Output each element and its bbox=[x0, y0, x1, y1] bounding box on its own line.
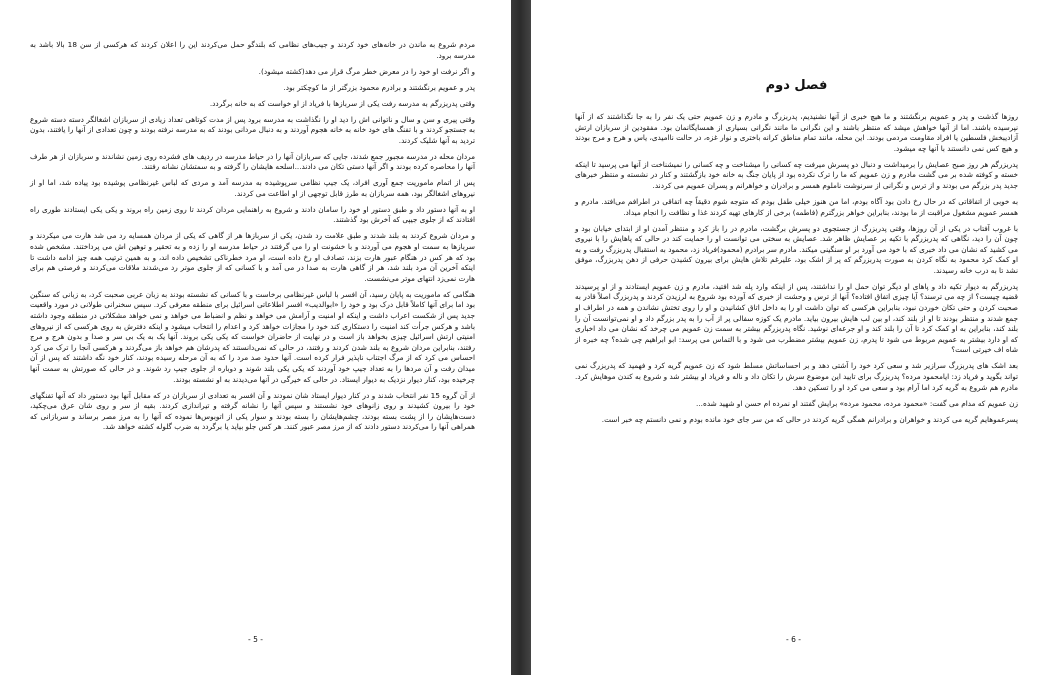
paragraph: هنگامی که ماموریت به پایان رسید، آن افسر با لباس غیرنظامی برخاست و با کسانی که نشسته بودند به زبان عربی صحبت کرد، به زبانی که سنگین بود اما برای آنها کاملاً قابل درک بود و خود را «ابوالدیب» افسر اطلاعاتی اسرائیل برای منطقه معرفی کرد. سپس سخنرانی طولانی در مورد واقعیت جدید پس از شکست اعراب داشت و اینکه او امنیت و آرامش می خواهد و نظم و انضباط می خواهد و نمی خواهد مشکلاتی در منطقه وجود داشته باشد و هرکس جرأت کند امنیت را دستکاری کند خود را مجازات خواهد کرد و اعدام را انتخاب میشود و اینکه دفترش به روی هرکسی که از نیروهای امنیتی ارتش اسرائیل چیزی بخواهد باز است و در نهایت از حاضران خواست که یکی یکی بروند. آنها یک به یک بی سر و صدا و بدون هرج و مرج رفتند، بنابراین مردان شروع به بلند شدن کردند و رفتند، در حالی که نمی‌دانستند که پدرشان هم خواهد باز می‌گردند و هرکسی آنجا را ترک می کرد احساس می کرد که از مرگ اجتناب ناپذیر فرار کرده است. آنها حدود صد مرد را که به آن مرحله رسیده بودند، کنار خود نگه داشتند که پس از آن میدان رفت و آن مردها را به تعداد جیپ خود آوردند که یکی یکی بلند شوند و دوباره از جلوی جیپ رد شوند. و در حالی که صورتش به سمت آنها چرخیده بود، کنار دیوار نزدیک به دیوار ایستاد. در حالی که خیرگی در آنها می‌دیدند به او نشسته بودند. bbox=[30, 289, 475, 384]
paragraph: روزها گذشت و پدر و عمویم برنگشتند و ما هیچ خبری از آنها نشنیدیم، پدربزرگ و مادرم و زن عمویم حتی یک نفر را به جا نگذاشتند که از آنها نپرسیده باشند. اما از آنها خواهش میشد که منتظر باشند و این نگرانی ما مانند نگرانی بسیاری از همسایگانمان بود. مفقودین از سربازان ارتش آزادیبخش فلسطین یا افراد مقاومت مردمی بودند. این محله، مانند تمام مناطق کرانه باختری و نوار غزه، در حالت ناامیدی، یاس و هرج و مرج بودند و هیچ کس نمی دانستند با آنها چه میشود. bbox=[575, 112, 1018, 153]
left-text-column bbox=[30, 40, 475, 433]
paragraph: او به آنها دستور داد و طبق دستور او خود را سامان دادند و شروع به راهنمایی مردان کردند تا روی زمین راه بروند و یکی یکی ایستادند طوری راه افتادند که از جلوی جیپی که آخرش بود گذشتند. bbox=[30, 204, 475, 225]
page-left bbox=[0, 0, 511, 675]
paragraph: زن عمویم که مدام می گفت: «محمود مرده، محمود مرده» برایش گفتند او نمرده ام حسن او شهید شده... bbox=[696, 398, 1018, 408]
chapter-title: فصل دوم bbox=[765, 78, 828, 93]
paragraph: مردان محله در مدرسه مجبور جمع شدند، جایی که سربازان آنها را در حیاط مدرسه در ردیف های فشرده روی زمین نشاندند و سربازان از هر طرف آنها را محاصره کرده بودند و اگر آنها دستی تکان می دادند...اسلحه هایشان را گرفته و به سمتشان نشانه رفتند. bbox=[30, 151, 475, 172]
paragraph: وقتی پیری و سن و سال و ناتوانی اش را دید او را نگذاشت به مدرسه برود پس از مدت کوتاهی تعداد زیادی از سربازان اشغالگر دسته دسته شروع به جستجو کردند و با تفنگ های خود خانه به خانه هجوم آوردند و به دنبال مردانی بودند که به مدرسه نرفته بودند و چون تعدادی از آنها را یافتند، بدون تردید به آنها شلیک کردند. bbox=[30, 114, 475, 145]
paragraph: و اگر نرفت او خود را در معرض خطر مرگ قرار می دهد(کشته میشود). bbox=[258, 66, 475, 76]
page-number: - 6 - bbox=[786, 635, 801, 644]
paragraph: پدر و عمویم برنگشتند و برادرم محمود بزرگتر از ما کوچکتر بود. bbox=[283, 82, 475, 92]
paragraph: پسرعموهایم گریه می کردند و خواهران و برادرانم همگی گریه کردند در حالی که من سر جای خود مانده بودم و نمی دانستم چه خبر است. bbox=[601, 414, 1018, 424]
paragraph: وقتی پدربزرگم به مدرسه رفت یکی از سربازها با فریاد از او خواست که به خانه برگردد. bbox=[209, 98, 475, 108]
paragraph: از آن گروه 15 نفر انتخاب شدند و در کنار دیوار ایستاد شان نمودند و آن افسر به تعدادی از سربازان در که مقابل آنها بود دستور داد که آنها تفنگهای خود را بیرون کشیدند و روی زانوهای خود نشستند و سپس آنها را نشانه گرفته و تیراندازی کردند. بقیه از سر و روی شان عرق می‌چکید، دست‌هایشان را از پشت بسته بودند، چشم‌هایشان را بسته بودند و سوار یکی از اتوبوس‌ها نموده که آنها را به مرز مصر برساند و سربازانی که همراهی آنها را می‌کردند دستور دادند که از مرز مصر عبور کنند. هر کس جلو بیاید یا برگردد به ضرب گلوله کشته خواهد شد. bbox=[30, 390, 475, 432]
right-text-column bbox=[575, 112, 1018, 425]
page-right bbox=[531, 0, 1056, 675]
paragraph: پس از اتمام ماموریت جمع آوری افراد، یک جیپ نظامی سرپوشیده به مدرسه آمد و مردی که لباس غیرنظامی پوشیده بود پیاده شد، اما او از نیروهای اشغالگر بود، همه سربازان به طرز قابل توجهی از او اطاعت می کردند. bbox=[30, 178, 475, 198]
paragraph: پدربزرگم هر روز صبح عصایش را برمیداشت و دنبال دو پسرش میرفت چه کسانی را میشناخت و چه کسانی را نمیشناخت از آنها می پرسید تا اینکه خسته و کوفته شده بر می گشت مادرم و زن عمویم که ما را ترک نکرده بود از پایان جنگ به خانه خود بازگشتند و کنار در نشسته و منتظر خبرهای جدید پدر بزرگم می بودند و از ترس و نگرانی از سرنوشت ناملوم همسر و برادران و خواهرانم و پسران عمویم می کردند. bbox=[575, 159, 1018, 190]
paragraph: با غروب آفتاب در یکی از آن روزها، وقتی پدربزرگ از جستجوی دو پسرش برگشت، مادرم در را باز کرد و منتظر آمدن او از ابتدای خیابان بود و چون آن را دید، نگاهی که پدربزرگم با تکیه بر عصایش ظاهر شد. عصایش به سختی می توانست او را حمایت کند در حالی که پاهایش را با نیروی می کشید که نشان می داد خبری که با خود می آورد بر او سنگینی میکند. مادرم سر برادرم (محمود)فریاد زد، محمود به استقبال پدربزرگ رفت و به او کمک کرد محمود به نگاه کردن به صورت پدربزرگم که پر از اشک بود، علیرغم تلاش هایش برای بیرون کشیدن حرفی از دهن پدربزرگ، موفق نشد تا به درب خانه رسیدند. bbox=[575, 223, 1018, 275]
book-gutter bbox=[511, 0, 531, 675]
paragraph: بعد اشک های پدربزرگ سرازیر شد و سعی کرد خود را آشتی دهد و بر احساساتش مسلط شود که زن عمویم گریه کرد و فهمید که پدربزرگ نمی تواند بگوید و فریاد زد: ایامحمود مرده؟ پدربزرگ برای تایید این موضوع سرش را تکان داد و ناله و فریاد او بیشتر شد و شروع به کندن موهایش کرد. مادرم هم شروع به گریه کرد اما آرام بود و سعی می کرد او را تسکین دهد. bbox=[575, 361, 1018, 392]
paragraph: و مردان شروع کردند به بلند شدند و طبق علامت رد شدن، یکی از سربازها هر از گاهی که یکی از مردان همسایه رد می شد هارت می میکردند و سربازها به سمت او هجوم می آوردند و با خشونت او را می گرفتند در حیاط مدرسه او را زده و به تحقیر و توهین اش می پرداختند. مشخص شده بود که هر کس در هنگام عبور هارت بزند، تصادف او رخ داده است، او مرد خطرناکی تشخیص داده اند، و به همین ترتیب همه چیز ادامه داشت تا اینکه آخرین آن مرد بلند شد، هر از گاهی هارت به صدا در می آمد و با کسانی که از جلوی موتر رد می‌شدند ملاقات می‌کردند و فرصتی هم برای هارت نمی‌زد انتهای موتر می‌نشست. bbox=[30, 231, 475, 283]
paragraph: پدربزرگم به دیوار تکیه داد و پاهای او دیگر توان حمل او را نداشتند، پس از اینکه وارد پله شد افتید، مادرم و زن عمویم ایستادند و از او پرسیدند قضیه چیست؟ از چه می ترسند؟ آیا چیزی اتفاق افتاده؟ آنها از ترس و وحشت از خبری که آورده بود شروع به لرزیدن کردند و پدربزرگ اصلاً قادر به صحبت کردن و حتی تکان خوردن نبود، بنابراین هرکسی که توان داشت او را به داخل اتاق کشانیدن و او را روی تختش نشاندن و همه در اطراف او جمع شدند و منتظر بودند تا او از بلند کند، او بین لب هایش بیرون بیاید. مادرم یک کوزه سفالی پر از آب را به پدر بزرگم داد و او نمی‌توانست آن را بلند کند، بنابراین به او کمک کرد تا آن را بلند کند و او جرعه‌ای نوشید. نگاه پدربزرگم بیشتر به سمت زن عمویم می چرخد که نشان می داد اخباری که او دارد بیشتر به عمویم مربوط می شود تا پدرم، زن عمویم بیشتر مضطرب می شود و با التماس می پرسد: ابو ابراهیم چی شده؟ چه خبره از شاه اف خیرتی است؟ bbox=[575, 281, 1018, 355]
page-number: - 5 - bbox=[248, 635, 263, 644]
paragraph: به خوبی از اتفاقاتی که در حال رخ دادن بود آگاه بودم، اما من هنوز خیلی طفل بودم که متوجه شوم دقیقاً چه اتفاقی در اطرافم می‌افتد. مادرم و همسر عمویم مشغول مراقبت از ما بودند، بنابراین خواهر بزرگترم (فاطمه) برخی از کارهای تهیه کردند غذا و نظافت را انجام میداد. bbox=[575, 196, 1018, 217]
paragraph: مردم شروع به ماندن در خانه‌های خود کردند و جیب‌های نظامی که بلندگو حمل می‌کردند این را اعلان کردند که هرکسی از سن 18 بالا باشد به مدرسه برود. bbox=[30, 40, 475, 60]
